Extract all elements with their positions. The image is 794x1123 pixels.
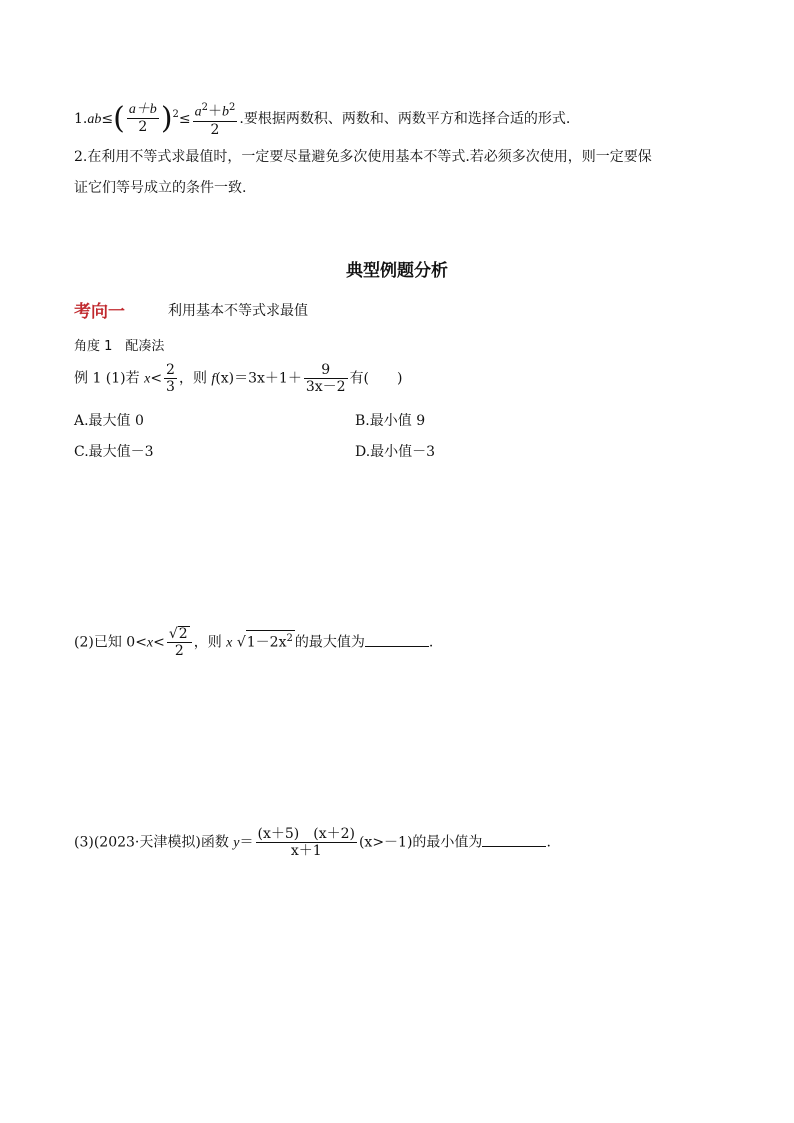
example-1-question: 例 1 (1)若 x< $\frac{2}{3}$ ，则 f(x)＝3x＋1＋ $\frac{9}{3x-2}$ 有( ) — [74, 362, 403, 395]
left-paren: ( — [113, 100, 125, 136]
option-a: A.最大值 0 — [74, 413, 144, 429]
note-1-le-2: ≤ — [178, 110, 191, 127]
section-title: 典型例题分析 — [346, 261, 448, 281]
direction-tag: 考向一 — [74, 302, 125, 322]
note-2-line-1: 2.在利用不等式求最值时，一定要尽量避免多次使用基本不等式.若必须多次使用，则一定要保 — [74, 149, 652, 165]
example-2-radicand: $1-2x^2$ — [246, 630, 295, 651]
example-1-function-frac: $\frac{9}{3x-2}$ — [305, 362, 346, 395]
answer-blank-2[interactable] — [365, 632, 429, 647]
right-paren: ) — [160, 100, 173, 136]
example-1-condition-frac: $\frac{2}{3}$ — [166, 362, 175, 395]
option-b: B.最小值 9 — [355, 413, 426, 429]
example-2-bound-frac: $\frac{√2}{2}$ — [167, 626, 192, 659]
note-1-frac-2: $\frac{a^2+b^2}{2}$ — [194, 102, 236, 138]
example-3-question: (3)(2023·天津模拟)函数 y＝ $\frac{(x+5) (x+2)}{x+1}$ (x>－1)的最小值为 . — [74, 826, 551, 859]
example-2-question: (2)已知 0<x< $\frac{√2}{2}$ ，则 x $√1-2x^2$ 的最大值为 . — [74, 626, 434, 659]
note-1-frac-1: $\frac{a+b}{2}$ — [128, 102, 157, 136]
note-1-index: 1. — [74, 110, 88, 127]
note-1-le: ≤ — [101, 110, 114, 127]
example-3-frac: $\frac{(x+5) (x+2)}{x+1}$ — [257, 826, 355, 859]
angle-label: 角度 1 配凑法 — [74, 339, 165, 354]
option-c: C.最大值－3 — [74, 444, 154, 460]
note-1 — [74, 100, 570, 138]
answer-blank-3[interactable] — [482, 832, 546, 847]
note-1-text: .要根据两数积、两数和、两数平方和选择合适的形式. — [239, 110, 571, 127]
direction-title: 利用基本不等式求最值 — [168, 303, 308, 319]
option-d: D.最小值－3 — [355, 444, 436, 460]
note-1-square: 2 — [172, 109, 179, 121]
note-2-line-2: 证它们等号成立的条件一致. — [74, 180, 247, 196]
note-1-ab: ab — [87, 111, 102, 127]
